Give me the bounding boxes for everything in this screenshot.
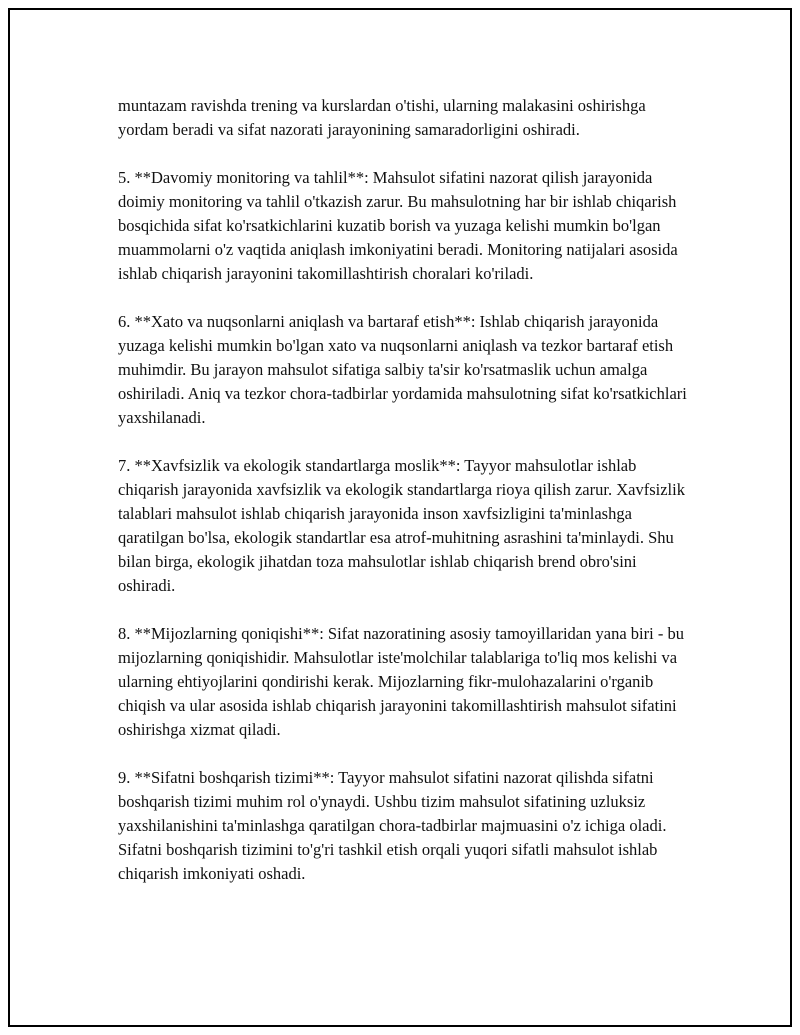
paragraph-item-9: 9. **Sifatni boshqarish tizimi**: Tayyor mahsulot sifatini nazorat qilishda sifatni boshqarish tizimi muhim rol o'ynaydi. Ushbu tizim mahsulot sifatining uzluksiz yaxshilanishini ta'minlashga qaratilgan chora-tadbirlar majmuasini o'z ichiga oladi. Sifatni boshqarish tizimini to'g'ri tashkil etish orqali yuqori sifatli mahsulot ishlab chiqarish imkoniyati oshadi. [118, 768, 667, 883]
paragraph-item-5: 5. **Davomiy monitoring va tahlil**: Mahsulot sifatini nazorat qilish jarayonida doimiy monitoring va tahlil o'tkazish zarur. Bu mahsulotning har bir ishlab chiqarish bosqichida sifat ko'rsatkichlarini kuzatib borish va yuzaga kelishi mumkin bo'lgan muammolarni o'z vaqtida aniqlash imkoniyatini beradi. Monitoring natijalari asosida ishlab chiqarish jarayonini takomillashtirish choralari ko'riladi. [118, 168, 678, 283]
document-page [8, 8, 792, 1027]
paragraph-item-6: 6. **Xato va nuqsonlarni aniqlash va bartaraf etish**: Ishlab chiqarish jarayonida yuzaga kelishi mumkin bo'lgan xato va nuqsonlarni aniqlash va tezkor bartaraf etish muhimdir. Bu jarayon mahsulot sifatiga salbiy ta'sir ko'rsatmaslik uchun amalga oshiriladi. Aniq va tezkor chora-tadbirlar yordamida mahsulotning sifat ko'rsatkichlari yaxshilanadi. [118, 312, 687, 427]
paragraph-item-7: 7. **Xavfsizlik va ekologik standartlarga moslik**: Tayyor mahsulotlar ishlab chiqarish jarayonida xavfsizlik va ekologik standartlarga rioya qilish zarur. Xavfsizlik talablari mahsulot ishlab chiqarish jarayonida inson xavfsizligini ta'minlashga qaratilgan bo'lsa, ekologik standartlar esa atrof-muhitning asrashini ta'minlaydi. Shu bilan birga, ekologik jihatdan toza mahsulotlar ishlab chiqarish brend obro'sini oshiradi. [118, 456, 685, 595]
paragraph-item-8: 8. **Mijozlarning qoniqishi**: Sifat nazoratining asosiy tamoyillaridan yana biri - bu mijozlarning qoniqishidir. Mahsulotlar iste'molchilar talablariga to'liq mos kelishi va ularning ehtiyojlarini qondirishi kerak. Mijozlarning fikr-mulohazalarini o'rganib chiqish va ular asosida ishlab chiqarish jarayonini takomillashtirish mahsulot sifatini oshirishga xizmat qiladi. [118, 624, 684, 739]
document-body [118, 94, 698, 910]
paragraph-continuation: muntazam ravishda trening va kurslardan o'tishi, ularning malakasini oshirishga yordam beradi va sifat nazorati jarayonining samaradorligini oshiradi. [118, 96, 646, 139]
